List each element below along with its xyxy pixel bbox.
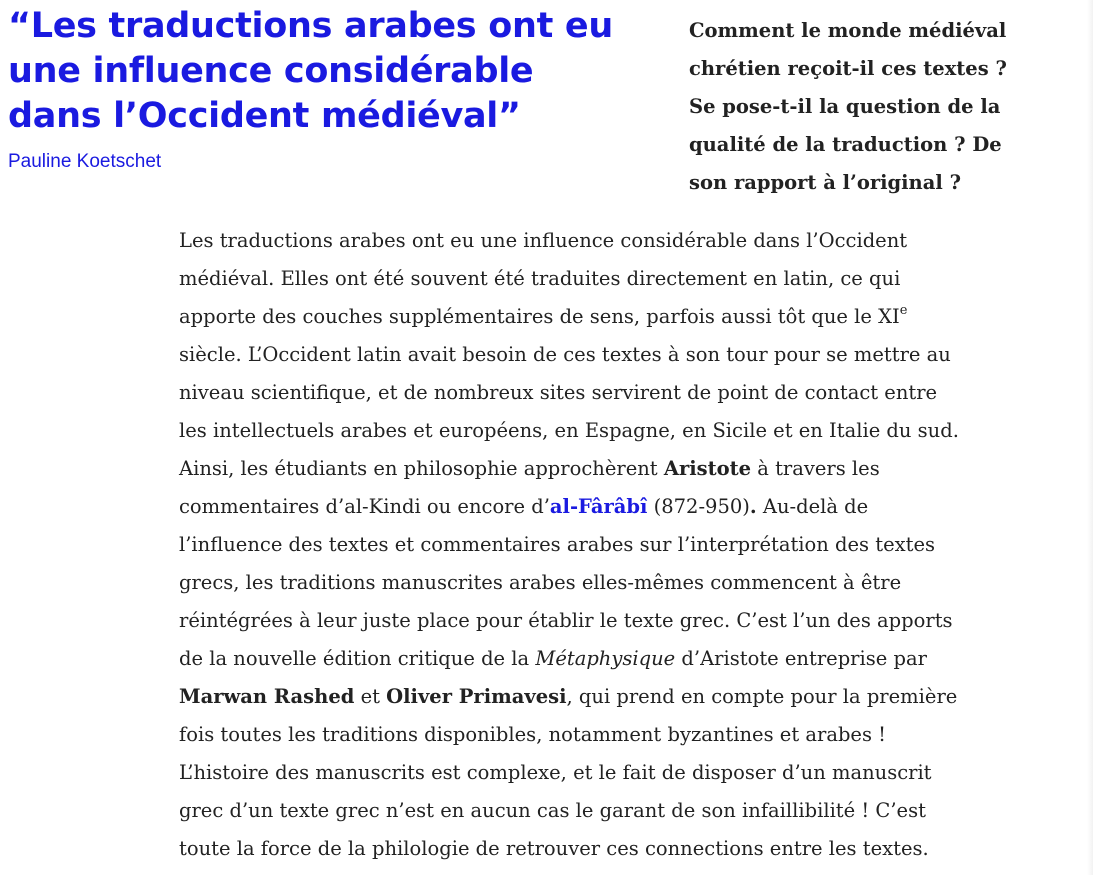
question-line: Comment le monde médiéval	[689, 19, 1007, 42]
paragraph-line: fois toutes les traditions disponibles, notamment byzantines et arabes !	[179, 723, 887, 746]
page-edge-shadow	[1087, 0, 1093, 875]
paragraph-line	[179, 678, 1029, 716]
pull-quote-title	[8, 4, 678, 139]
century-superscript: e	[899, 302, 908, 318]
book-title-metaphysique: Métaphysique	[535, 647, 676, 670]
paragraph-line	[179, 488, 1029, 526]
paragraph-line	[179, 298, 1029, 336]
paragraph-text: (872-950)	[647, 495, 750, 518]
paragraph-text: commentaires d’al-Kindi ou encore d’	[179, 495, 550, 518]
paragraph-line: siècle. L’Occident latin avait besoin de ces textes à son tour pour se mettre au	[179, 343, 951, 366]
paragraph-line: réintégrées à leur juste place pour établir le texte grec. C’est l’un des apports	[179, 609, 953, 632]
paragraph-text: , qui prend en compte pour la première	[566, 685, 958, 708]
paragraph-line: toute la force de la philologie de retrouver ces connections entre les textes.	[179, 837, 929, 860]
article-paragraph	[179, 222, 1029, 868]
al-farabi-link[interactable]: al-Fârâbî	[549, 495, 648, 518]
pull-quote-line: une influence considérable	[8, 51, 534, 91]
paragraph-line: grecs, les traditions manuscrites arabes elles-mêmes commencent à être	[179, 571, 902, 594]
paragraph-text: d’Aristote entreprise par	[675, 647, 927, 670]
paragraph-line	[179, 450, 1029, 488]
question-line: qualité de la traduction ? De	[689, 133, 1002, 156]
paragraph-line: grec d’un texte grec n’est en aucun cas le garant de son infaillibilité ! C’est	[179, 799, 926, 822]
name-aristote: Aristote	[663, 457, 752, 480]
paragraph-text: de la nouvelle édition critique de la	[179, 647, 536, 670]
pull-quote-line: dans l’Occident médiéval”	[8, 96, 521, 136]
paragraph-line: l’influence des textes et commentaires arabes sur l’interprétation des textes	[179, 533, 935, 556]
paragraph-text: Ainsi, les étudiants en philosophie approchèrent	[179, 457, 664, 480]
paragraph-line: niveau scientifique, et de nombreux sites servirent de point de contact entre	[179, 381, 938, 404]
paragraph-line: médiéval. Elles ont été souvent été traduites directement en latin, ce qui	[179, 267, 901, 290]
name-oliver-primavesi: Oliver Primavesi	[386, 685, 567, 708]
paragraph-line	[179, 640, 1029, 678]
question-line: chrétien reçoit-il ces textes ?	[689, 57, 1007, 80]
paragraph-line: L’histoire des manuscrits est complexe, et le fait de disposer d’un manuscrit	[179, 761, 932, 784]
paragraph-text: à travers les	[751, 457, 880, 480]
paragraph-text: et	[354, 685, 387, 708]
pull-quote-line: “Les traductions arabes ont eu	[8, 6, 613, 46]
paragraph-text: Au-delà de	[756, 495, 869, 518]
name-marwan-rashed: Marwan Rashed	[179, 685, 355, 708]
pull-quote-author: Pauline Koetschet	[8, 151, 162, 172]
paragraph-line: Les traductions arabes ont eu une influence considérable dans l’Occident	[179, 229, 908, 252]
paragraph-line: les intellectuels arabes et européens, en Espagne, en Sicile et en Italie du sud.	[179, 419, 959, 442]
question-line: son rapport à l’original ?	[689, 171, 961, 194]
question-line: Se pose-t-il la question de la	[689, 95, 1001, 118]
interview-question	[689, 12, 1039, 202]
bold-period: .	[749, 495, 757, 518]
paragraph-text: apporte des couches supplémentaires de sens, parfois aussi tôt que le XI	[179, 305, 900, 328]
pull-quote	[8, 4, 678, 173]
